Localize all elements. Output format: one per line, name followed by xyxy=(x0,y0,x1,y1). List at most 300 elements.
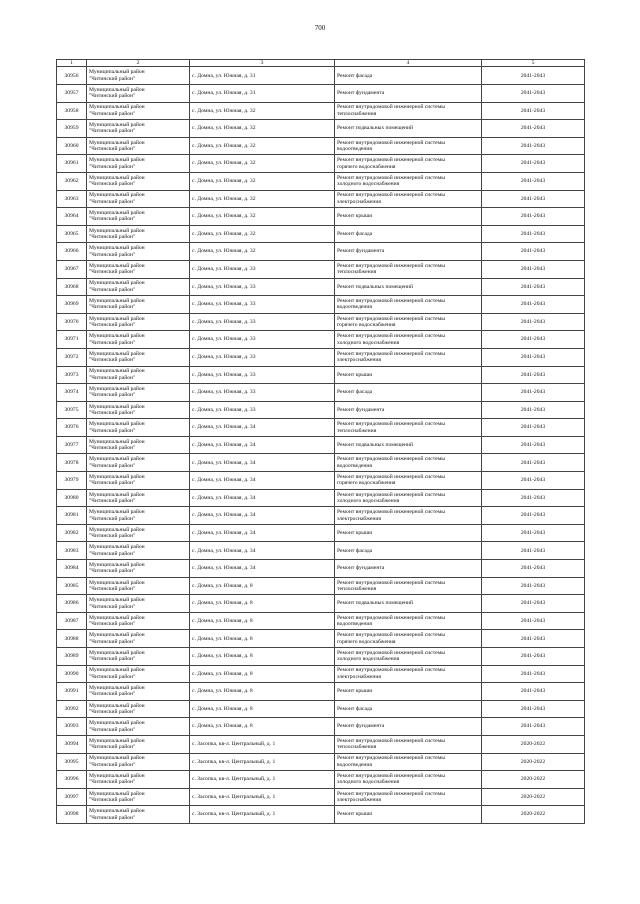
work-type-cell xyxy=(335,577,482,595)
table-row xyxy=(57,718,585,736)
work-type-line-1: Ремонт фундамента xyxy=(337,406,385,413)
address-cell: с. Домна, ул. Южная, д. 33 xyxy=(190,313,335,331)
address-cell: с. Домна, ул. Южная, д. 8 xyxy=(190,630,335,648)
row-number: 30978 xyxy=(57,454,87,472)
work-type-cell xyxy=(335,700,482,718)
table-row xyxy=(57,542,585,560)
work-type-line-2: теплоснабжения xyxy=(337,744,377,751)
district-line-1: Муниципальный район xyxy=(89,790,145,797)
district-line-2: "Читинский район" xyxy=(89,621,136,628)
district-cell xyxy=(87,700,190,718)
period-cell: 2041-2043 xyxy=(482,489,585,507)
district-line-1: Муниципальный район xyxy=(89,509,145,516)
district-line-2: "Читинский район" xyxy=(89,128,136,135)
district-cell xyxy=(87,788,190,806)
address-cell: с. Домна, ул. Южная, д. 33 xyxy=(190,260,335,278)
row-number: 30956 xyxy=(57,67,87,85)
address-cell: с. Засопка, кв-л. Центральный, д. 1 xyxy=(190,735,335,753)
table-row xyxy=(57,524,585,542)
work-type-line-2: электроснабжения xyxy=(337,673,381,680)
district-line-1: Муниципальный район xyxy=(89,614,145,621)
period-cell: 2041-2043 xyxy=(482,278,585,296)
district-cell xyxy=(87,560,190,578)
work-type-cell xyxy=(335,454,482,472)
district-line-2: "Читинский район" xyxy=(89,445,136,452)
work-type-line-1: Ремонт внутридомовой инженерной системы xyxy=(337,773,445,780)
district-cell xyxy=(87,771,190,789)
district-line-1: Муниципальный район xyxy=(89,157,145,164)
row-number: 30969 xyxy=(57,296,87,314)
district-line-1: Муниципальный район xyxy=(89,245,145,252)
work-type-cell xyxy=(335,489,482,507)
table-row xyxy=(57,384,585,402)
work-type-line-1: Ремонт фасада xyxy=(337,389,373,396)
address-cell: с. Домна, ул. Южная, д. 33 xyxy=(190,384,335,402)
table-row xyxy=(57,120,585,138)
district-cell xyxy=(87,102,190,120)
table-row xyxy=(57,260,585,278)
row-number: 30960 xyxy=(57,137,87,155)
address-cell: с. Домна, ул. Южная, д. 32 xyxy=(190,102,335,120)
district-line-2: "Читинский район" xyxy=(89,480,136,487)
work-type-line-1: Ремонт внутридомовой инженерной системы xyxy=(337,333,445,340)
work-type-line-2: теплоснабжения xyxy=(337,269,377,276)
district-cell xyxy=(87,507,190,525)
district-line-1: Муниципальный район xyxy=(89,755,145,762)
district-line-2: "Читинский район" xyxy=(89,269,136,276)
column-header: 3 xyxy=(190,60,335,67)
work-type-cell xyxy=(335,102,482,120)
row-number: 30968 xyxy=(57,278,87,296)
work-type-line-1: Ремонт фундамента xyxy=(337,248,385,255)
address-cell: с. Домна, ул. Южная, д. 33 xyxy=(190,331,335,349)
district-line-2: "Читинский район" xyxy=(89,374,136,381)
district-line-1: Муниципальный район xyxy=(89,122,145,129)
row-number: 30994 xyxy=(57,735,87,753)
period-cell: 2041-2043 xyxy=(482,665,585,683)
district-line-2: "Читинский район" xyxy=(89,568,136,575)
work-type-line-1: Ремонт внутридомовой инженерной системы xyxy=(337,632,445,639)
work-type-line-1: Ремонт внутридомовой инженерной системы xyxy=(337,614,445,621)
work-type-cell xyxy=(335,419,482,437)
district-line-1: Муниципальный район xyxy=(89,579,145,586)
address-cell: с. Домна, ул. Южная, д. 34 xyxy=(190,507,335,525)
work-type-cell xyxy=(335,788,482,806)
district-line-1: Муниципальный район xyxy=(89,385,145,392)
district-line-2: "Читинский район" xyxy=(89,198,136,205)
address-cell: с. Домна, ул. Южная, д. 33 xyxy=(190,296,335,314)
district-line-1: Муниципальный район xyxy=(89,685,145,692)
work-type-cell xyxy=(335,401,482,419)
district-line-1: Муниципальный район xyxy=(89,544,145,551)
district-line-2: "Читинский район" xyxy=(89,93,136,100)
district-line-1: Муниципальный район xyxy=(89,350,145,357)
period-cell: 2020-2022 xyxy=(482,788,585,806)
table-row xyxy=(57,454,585,472)
work-type-line-1: Ремонт фундамента xyxy=(337,565,385,572)
work-type-cell xyxy=(335,348,482,366)
table-row xyxy=(57,208,585,226)
district-cell xyxy=(87,648,190,666)
work-type-line-2: электроснабжения xyxy=(337,515,381,522)
district-cell xyxy=(87,313,190,331)
district-line-2: "Читинский район" xyxy=(89,603,136,610)
district-line-2: "Читинский район" xyxy=(89,110,136,117)
district-cell xyxy=(87,489,190,507)
table-row xyxy=(57,595,585,613)
work-type-line-2: водоотведения xyxy=(337,761,372,768)
work-type-cell xyxy=(335,366,482,384)
work-type-line-2: водоотведения xyxy=(337,462,372,469)
work-type-cell xyxy=(335,665,482,683)
district-line-2: "Читинский район" xyxy=(89,357,136,364)
work-type-cell xyxy=(335,155,482,173)
district-cell xyxy=(87,155,190,173)
district-line-1: Муниципальный район xyxy=(89,720,145,727)
district-cell xyxy=(87,753,190,771)
table-row xyxy=(57,665,585,683)
row-number: 30958 xyxy=(57,102,87,120)
district-cell xyxy=(87,419,190,437)
work-type-line-1: Ремонт фасада xyxy=(337,547,373,554)
address-cell: с. Домна, ул. Южная, д. 34 xyxy=(190,524,335,542)
table-row xyxy=(57,85,585,103)
district-line-2: "Читинский район" xyxy=(89,726,136,733)
period-cell: 2041-2043 xyxy=(482,190,585,208)
address-cell: с. Домна, ул. Южная, д. 32 xyxy=(190,243,335,261)
period-cell: 2041-2043 xyxy=(482,612,585,630)
table-row xyxy=(57,172,585,190)
work-type-line-1: Ремонт внутридомовой инженерной системы xyxy=(337,157,445,164)
row-number: 30993 xyxy=(57,718,87,736)
period-cell: 2041-2043 xyxy=(482,172,585,190)
table-row xyxy=(57,648,585,666)
table-row xyxy=(57,735,585,753)
address-cell: с. Домна, ул. Южная, д. 33 xyxy=(190,401,335,419)
work-type-line-2: водоотведения xyxy=(337,304,372,311)
row-number: 30996 xyxy=(57,771,87,789)
address-cell: с. Домна, ул. Южная, д. 33 xyxy=(190,366,335,384)
address-cell: с. Домна, ул. Южная, д. 34 xyxy=(190,436,335,454)
table-row xyxy=(57,489,585,507)
work-type-cell xyxy=(335,507,482,525)
address-cell: с. Домна, ул. Южная, д. 8 xyxy=(190,648,335,666)
work-type-line-1: Ремонт фасада xyxy=(337,72,373,79)
district-line-2: "Читинский район" xyxy=(89,234,136,241)
district-line-1: Муниципальный район xyxy=(89,456,145,463)
row-number: 30984 xyxy=(57,560,87,578)
address-cell: с. Домна, ул. Южная, д. 8 xyxy=(190,683,335,701)
address-cell: с. Домна, ул. Южная, д. 34 xyxy=(190,472,335,490)
period-cell: 2020-2022 xyxy=(482,735,585,753)
district-cell xyxy=(87,172,190,190)
table-row xyxy=(57,155,585,173)
work-type-line-1: Ремонт крыши xyxy=(337,688,373,695)
work-type-line-2: электроснабжения xyxy=(337,797,381,804)
district-line-1: Муниципальный район xyxy=(89,702,145,709)
row-number: 30965 xyxy=(57,225,87,243)
period-cell: 2041-2043 xyxy=(482,348,585,366)
district-line-1: Муниципальный район xyxy=(89,227,145,234)
table-row xyxy=(57,507,585,525)
district-line-2: "Читинский район" xyxy=(89,322,136,329)
address-cell: с. Домна, ул. Южная, д. 32 xyxy=(190,137,335,155)
work-type-line-1: Ремонт внутридомовой инженерной системы xyxy=(337,737,445,744)
period-cell: 2041-2043 xyxy=(482,137,585,155)
work-type-cell xyxy=(335,313,482,331)
address-cell: с. Домна, ул. Южная, д. 8 xyxy=(190,577,335,595)
address-cell: с. Засопка, кв-л. Центральный, д. 1 xyxy=(190,806,335,824)
table-row xyxy=(57,630,585,648)
work-type-cell xyxy=(335,67,482,85)
address-cell: с. Домна, ул. Южная, д. 32 xyxy=(190,155,335,173)
district-cell xyxy=(87,366,190,384)
work-type-line-2: водоотведения xyxy=(337,621,372,628)
district-line-1: Муниципальный район xyxy=(89,192,145,199)
district-line-2: "Читинский район" xyxy=(89,339,136,346)
work-type-cell xyxy=(335,120,482,138)
district-line-1: Муниципальный район xyxy=(89,104,145,111)
table-row xyxy=(57,612,585,630)
work-type-line-1: Ремонт внутридомовой инженерной системы xyxy=(337,139,445,146)
work-type-line-1: Ремонт внутридомовой инженерной системы xyxy=(337,667,445,674)
district-cell xyxy=(87,296,190,314)
work-type-cell xyxy=(335,718,482,736)
period-cell: 2041-2043 xyxy=(482,155,585,173)
row-number: 30976 xyxy=(57,419,87,437)
district-line-1: Муниципальный район xyxy=(89,174,145,181)
address-cell: с. Домна, ул. Южная, д. 31 xyxy=(190,67,335,85)
row-number: 30967 xyxy=(57,260,87,278)
work-type-line-1: Ремонт фасада xyxy=(337,230,373,237)
period-cell: 2041-2043 xyxy=(482,630,585,648)
table-row xyxy=(57,296,585,314)
work-type-line-2: теплоснабжения xyxy=(337,427,377,434)
period-cell: 2041-2043 xyxy=(482,700,585,718)
address-cell: с. Домна, ул. Южная, д. 32 xyxy=(190,208,335,226)
district-line-1: Муниципальный район xyxy=(89,526,145,533)
district-line-2: "Читинский район" xyxy=(89,744,136,751)
work-type-line-1: Ремонт подвальных помещений xyxy=(337,125,414,132)
table-row xyxy=(57,243,585,261)
work-type-line-1: Ремонт внутридомовой инженерной системы xyxy=(337,421,445,428)
district-line-2: "Читинский район" xyxy=(89,814,136,821)
district-line-1: Муниципальный район xyxy=(89,632,145,639)
work-type-line-1: Ремонт внутридомовой инженерной системы xyxy=(337,649,445,656)
district-line-2: "Читинский район" xyxy=(89,709,136,716)
district-line-2: "Читинский район" xyxy=(89,761,136,768)
district-cell xyxy=(87,454,190,472)
work-type-cell xyxy=(335,331,482,349)
district-line-1: Муниципальный район xyxy=(89,421,145,428)
address-cell: с. Домна, ул. Южная, д. 34 xyxy=(190,542,335,560)
period-cell: 2041-2043 xyxy=(482,542,585,560)
district-line-1: Муниципальный район xyxy=(89,649,145,656)
work-type-cell xyxy=(335,472,482,490)
district-line-2: "Читинский район" xyxy=(89,515,136,522)
district-line-1: Муниципальный район xyxy=(89,210,145,217)
period-cell: 2041-2043 xyxy=(482,524,585,542)
work-type-cell xyxy=(335,137,482,155)
period-cell: 2041-2043 xyxy=(482,102,585,120)
row-number: 30982 xyxy=(57,524,87,542)
work-type-line-2: холодного водоснабжения xyxy=(337,181,400,188)
district-line-2: "Читинский район" xyxy=(89,251,136,258)
work-type-line-2: электроснабжения xyxy=(337,198,381,205)
work-type-cell xyxy=(335,648,482,666)
row-number: 30985 xyxy=(57,577,87,595)
district-line-2: "Читинский район" xyxy=(89,691,136,698)
period-cell: 2041-2043 xyxy=(482,313,585,331)
district-line-1: Муниципальный район xyxy=(89,86,145,93)
table-row xyxy=(57,401,585,419)
district-line-1: Муниципальный район xyxy=(89,491,145,498)
address-cell: с. Засопка, кв-л. Центральный, д. 1 xyxy=(190,771,335,789)
period-cell: 2041-2043 xyxy=(482,120,585,138)
work-type-line-2: теплоснабжения xyxy=(337,585,377,592)
work-type-line-1: Ремонт внутридомовой инженерной системы xyxy=(337,262,445,269)
row-number: 30964 xyxy=(57,208,87,226)
district-cell xyxy=(87,436,190,454)
period-cell: 2041-2043 xyxy=(482,208,585,226)
work-type-cell xyxy=(335,683,482,701)
work-type-line-1: Ремонт внутридомовой инженерной системы xyxy=(337,174,445,181)
table-header-row xyxy=(57,60,585,67)
table-row xyxy=(57,313,585,331)
table-row xyxy=(57,225,585,243)
work-type-line-1: Ремонт внутридомовой инженерной системы xyxy=(337,192,445,199)
period-cell: 2041-2043 xyxy=(482,560,585,578)
district-cell xyxy=(87,718,190,736)
district-line-1: Муниципальный район xyxy=(89,315,145,322)
work-type-line-1: Ремонт внутридомовой инженерной системы xyxy=(337,491,445,498)
work-type-cell xyxy=(335,771,482,789)
work-type-cell xyxy=(335,225,482,243)
repair-schedule-table xyxy=(56,59,585,824)
district-line-1: Муниципальный район xyxy=(89,808,145,815)
period-cell: 2041-2043 xyxy=(482,366,585,384)
row-number: 30975 xyxy=(57,401,87,419)
row-number: 30997 xyxy=(57,788,87,806)
work-type-line-2: водоотведения xyxy=(337,146,372,153)
work-type-line-1: Ремонт внутридомовой инженерной системы xyxy=(337,456,445,463)
address-cell: с. Домна, ул. Южная, д. 32 xyxy=(190,225,335,243)
district-cell xyxy=(87,612,190,630)
district-cell xyxy=(87,208,190,226)
table-row xyxy=(57,348,585,366)
work-type-line-1: Ремонт внутридомовой инженерной системы xyxy=(337,315,445,322)
address-cell: с. Домна, ул. Южная, д. 8 xyxy=(190,700,335,718)
district-line-2: "Читинский район" xyxy=(89,533,136,540)
work-type-cell xyxy=(335,735,482,753)
period-cell: 2041-2043 xyxy=(482,225,585,243)
period-cell: 2041-2043 xyxy=(482,260,585,278)
row-number: 30972 xyxy=(57,348,87,366)
district-line-2: "Читинский район" xyxy=(89,163,136,170)
period-cell: 2041-2043 xyxy=(482,648,585,666)
row-number: 30998 xyxy=(57,806,87,824)
table-row xyxy=(57,436,585,454)
district-line-1: Муниципальный район xyxy=(89,597,145,604)
work-type-cell xyxy=(335,542,482,560)
work-type-line-1: Ремонт фундамента xyxy=(337,90,385,97)
period-cell: 2041-2043 xyxy=(482,331,585,349)
row-number: 30966 xyxy=(57,243,87,261)
row-number: 30959 xyxy=(57,120,87,138)
period-cell: 2020-2022 xyxy=(482,771,585,789)
period-cell: 2041-2043 xyxy=(482,243,585,261)
table-row xyxy=(57,577,585,595)
district-line-2: "Читинский район" xyxy=(89,638,136,645)
period-cell: 2041-2043 xyxy=(482,577,585,595)
period-cell: 2041-2043 xyxy=(482,419,585,437)
work-type-cell xyxy=(335,208,482,226)
district-cell xyxy=(87,524,190,542)
work-type-line-1: Ремонт крыши xyxy=(337,529,373,536)
row-number: 30990 xyxy=(57,665,87,683)
work-type-line-1: Ремонт крыши xyxy=(337,213,373,220)
address-cell: с. Домна, ул. Южная, д. 33 xyxy=(190,348,335,366)
work-type-line-2: горячего водоснабжения xyxy=(337,480,396,487)
address-cell: с. Домна, ул. Южная, д. 34 xyxy=(190,489,335,507)
district-line-1: Муниципальный район xyxy=(89,737,145,744)
work-type-cell xyxy=(335,630,482,648)
table-row xyxy=(57,419,585,437)
row-number: 30983 xyxy=(57,542,87,560)
district-line-2: "Читинский район" xyxy=(89,585,136,592)
work-type-cell xyxy=(335,172,482,190)
period-cell: 2041-2043 xyxy=(482,67,585,85)
work-type-line-1: Ремонт внутридомовой инженерной системы xyxy=(337,298,445,305)
row-number: 30963 xyxy=(57,190,87,208)
district-line-2: "Читинский район" xyxy=(89,409,136,416)
row-number: 30974 xyxy=(57,384,87,402)
address-cell: с. Домна, ул. Южная, д. 34 xyxy=(190,419,335,437)
row-number: 30992 xyxy=(57,700,87,718)
period-cell: 2041-2043 xyxy=(482,507,585,525)
address-cell: с. Домна, ул. Южная, д. 34 xyxy=(190,560,335,578)
period-cell: 2041-2043 xyxy=(482,472,585,490)
district-cell xyxy=(87,577,190,595)
work-type-cell xyxy=(335,595,482,613)
address-cell: с. Засопка, кв-л. Центральный, д. 1 xyxy=(190,788,335,806)
district-cell xyxy=(87,85,190,103)
work-type-line-1: Ремонт крыши xyxy=(337,811,373,818)
district-cell xyxy=(87,542,190,560)
address-cell: с. Домна, ул. Южная, д. 32 xyxy=(190,190,335,208)
period-cell: 2041-2043 xyxy=(482,384,585,402)
row-number: 30973 xyxy=(57,366,87,384)
work-type-cell xyxy=(335,612,482,630)
work-type-line-2: электроснабжения xyxy=(337,357,381,364)
work-type-cell xyxy=(335,384,482,402)
row-number: 30981 xyxy=(57,507,87,525)
work-type-cell xyxy=(335,243,482,261)
work-type-cell xyxy=(335,85,482,103)
table-row xyxy=(57,331,585,349)
table-row xyxy=(57,683,585,701)
work-type-line-1: Ремонт внутридомовой инженерной системы xyxy=(337,509,445,516)
work-type-line-2: холодного водоснабжения xyxy=(337,339,400,346)
period-cell: 2041-2043 xyxy=(482,436,585,454)
district-line-1: Муниципальный район xyxy=(89,139,145,146)
table-row xyxy=(57,190,585,208)
work-type-line-1: Ремонт фасада xyxy=(337,705,373,712)
period-cell: 2020-2022 xyxy=(482,806,585,824)
address-cell: с. Засопка, кв-л. Центральный, д. 1 xyxy=(190,753,335,771)
column-header: 5 xyxy=(482,60,585,67)
row-number: 30995 xyxy=(57,753,87,771)
